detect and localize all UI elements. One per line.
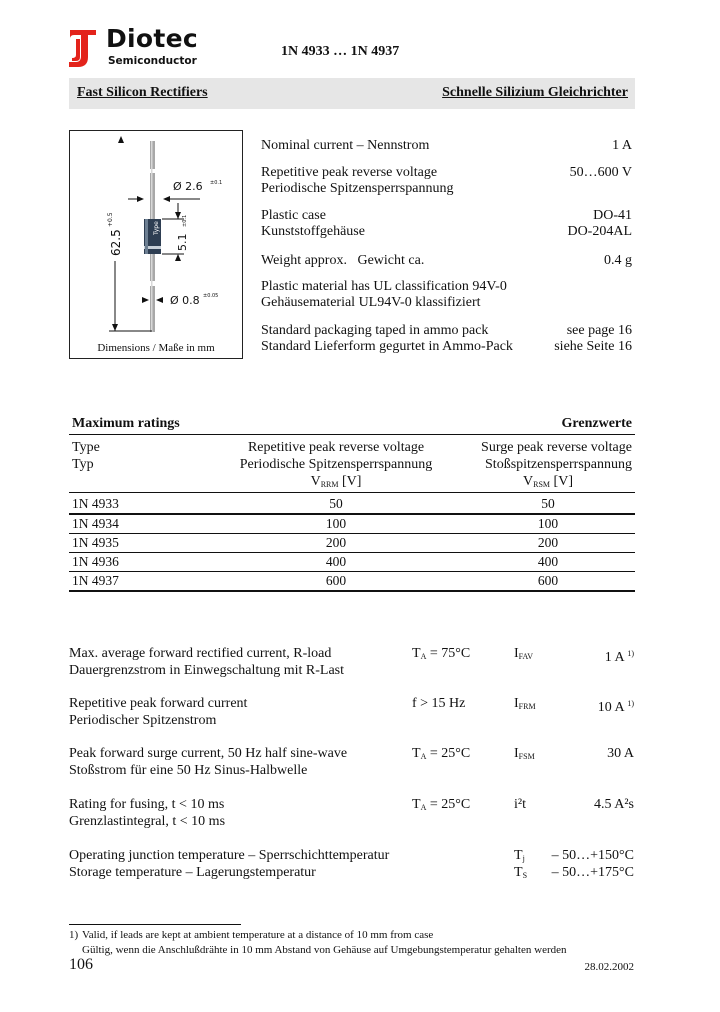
- ratings-title: Maximum ratings: [72, 416, 180, 431]
- spec-value: DO-41: [593, 208, 632, 223]
- cell-vrsm: 400: [537, 554, 559, 569]
- table-row: [0, 516, 720, 532]
- table-divider: [69, 513, 635, 515]
- logo-wordmark: Diotec: [106, 24, 199, 53]
- cell-vrsm: 200: [537, 535, 559, 550]
- param-label-de: Periodischer Spitzenstrom: [69, 713, 217, 728]
- cell-type: 1N 4934: [72, 516, 119, 531]
- spec-ul-classification: [0, 279, 720, 313]
- table-divider: [69, 590, 635, 592]
- param-average-current: [0, 645, 720, 681]
- temp-label: Operating junction temperature – Sperrschichttemperatur: [69, 848, 390, 863]
- col-type-en: Type: [72, 440, 100, 455]
- param-label: Rating for fusing, t < 10 ms: [69, 797, 225, 812]
- param-symbol: $I_{FAV}$: [514, 646, 534, 661]
- param-label: Repetitive peak forward current: [69, 696, 248, 711]
- ratings-table-header: [0, 439, 720, 489]
- svg-text:5.1: 5.1: [176, 233, 189, 251]
- svg-text:±0.05: ±0.05: [203, 293, 219, 299]
- svg-text:±0.1: ±0.1: [210, 180, 223, 186]
- temp-symbol: $T_S$: [514, 865, 528, 880]
- cell-type: 1N 4937: [72, 573, 119, 588]
- col-vrsm-en: Surge peak reverse voltage: [481, 440, 632, 455]
- col-vrrm-symbol: $V_{RRM}$ [V]: [310, 474, 362, 489]
- cell-vrrm: 400: [325, 554, 347, 569]
- table-divider: [69, 492, 635, 493]
- temp-value: – 50…+150°C: [551, 848, 634, 863]
- col-vrrm-en: Repetitive peak reverse voltage: [247, 440, 425, 455]
- param-value: 10 A $^{1)}$: [597, 699, 634, 715]
- param-label-de: Dauergrenzstrom in Einwegschaltung mit R-Last: [69, 663, 345, 678]
- spec-value: 1 A: [612, 138, 632, 153]
- param-repetitive-current: [0, 695, 720, 731]
- spec-value-de: siehe Seite 16: [554, 339, 632, 354]
- svg-text:62.5: 62.5: [109, 229, 123, 256]
- table-row: [0, 554, 720, 570]
- table-row: [0, 496, 720, 512]
- param-condition: $T_A = 25^\circ C$: [412, 797, 471, 812]
- table-divider: [69, 533, 635, 534]
- footnote: [69, 928, 669, 958]
- param-symbol: i²t: [514, 797, 526, 812]
- param-surge-current: [0, 745, 720, 781]
- temp-label: Storage temperature – Lagerungstemperatur: [69, 865, 316, 880]
- spec-label: Nominal current – Nennstrom: [261, 138, 430, 153]
- spec-case: [0, 208, 720, 242]
- param-condition: $T_A = 75^\circ C$: [412, 646, 471, 661]
- param-value: 1 A $^{1)}$: [604, 649, 634, 665]
- temp-value: – 50…+175°C: [551, 865, 634, 880]
- param-symbol: $I_{FSM}$: [514, 746, 535, 761]
- cell-type: 1N 4933: [72, 496, 119, 511]
- cell-vrsm: 600: [537, 573, 559, 588]
- param-fusing-rating: [0, 796, 720, 832]
- document-title: 1N 4933 … 1N 4937: [281, 44, 400, 59]
- footnote-mark: 1): [69, 929, 79, 941]
- svg-text:Type: Type: [153, 221, 160, 235]
- param-label: Peak forward surge current, 50 Hz half sine-wave: [69, 746, 348, 761]
- spec-label-de: Periodische Spitzensperrspannung: [261, 181, 454, 196]
- footnote-text-de: Gültig, wenn die Anschlußdrähte in 10 mm Abstand von Gehäuse auf Umgebungstemperatur gehalten werden: [82, 944, 567, 956]
- svg-text:±0.1: ±0.1: [182, 214, 188, 227]
- document-date: 28.02.2002: [584, 961, 634, 973]
- col-vrsm-de: Stoßspitzensperrspannung: [485, 457, 632, 472]
- spec-label: Repetitive peak reverse voltage: [261, 165, 438, 180]
- param-condition: f > 15 Hz: [412, 696, 466, 711]
- spec-label: Plastic case: [261, 208, 326, 223]
- logo-subtitle: Semiconductor: [108, 55, 197, 67]
- spec-packaging: [0, 323, 720, 357]
- col-vrsm-symbol: $V_{RSM}$ [V]: [523, 474, 573, 489]
- diotec-logo-icon: [66, 27, 100, 69]
- title-english: Fast Silicon Rectifiers: [77, 85, 208, 100]
- spec-label: Standard packaging taped in ammo pack: [261, 323, 489, 338]
- page-number: 106: [69, 956, 93, 973]
- param-symbol: $I_{FRM}$: [514, 696, 536, 711]
- svg-text:Ø 0.8: Ø 0.8: [170, 294, 200, 307]
- footnote-text-en: Valid, if leads are kept at ambient temperature at a distance of 10 mm from case: [82, 929, 434, 941]
- table-row: [0, 535, 720, 551]
- param-label: Max. average forward rectified current, R-load: [69, 646, 332, 661]
- param-label-de: Stoßstrom für eine 50 Hz Sinus-Halbwelle: [69, 763, 308, 778]
- ratings-title-de: Grenzwerte: [561, 416, 632, 431]
- param-label-de: Grenzlastintegral, t < 10 ms: [69, 814, 226, 829]
- footnote-divider: [69, 924, 241, 925]
- spec-value-de: DO-204AL: [567, 224, 632, 239]
- table-divider: [69, 571, 635, 572]
- param-value: 30 A: [607, 746, 634, 761]
- cell-vrsm: 100: [537, 516, 559, 531]
- cell-vrrm: 100: [325, 516, 347, 531]
- col-vrrm-de: Periodische Spitzensperrspannung: [239, 457, 433, 472]
- spec-label-de: Standard Lieferform gegurtet in Ammo-Pack: [261, 339, 513, 354]
- svg-text:Ø 2.6: Ø 2.6: [173, 180, 203, 193]
- cell-vrrm: 200: [325, 535, 347, 550]
- param-condition: $T_A = 25^\circ C$: [412, 746, 471, 761]
- param-value: 4.5 A²s: [594, 797, 634, 812]
- cell-type: 1N 4935: [72, 535, 119, 550]
- spec-value: 50…600 V: [569, 165, 632, 180]
- svg-text:+0.5: +0.5: [107, 212, 114, 227]
- spec-reverse-voltage: [0, 165, 720, 199]
- spec-label: Plastic material has UL classification 94V-0: [261, 279, 507, 294]
- temperature-ratings: [0, 847, 720, 883]
- col-type-de: Typ: [72, 457, 94, 472]
- spec-label-de: Kunststoffgehäuse: [261, 224, 365, 239]
- title-german: Schnelle Silizium Gleichrichter: [442, 85, 628, 100]
- table-row: [0, 573, 720, 589]
- title-bar: [69, 78, 635, 109]
- spec-label: Weight approx. Gewicht ca.: [261, 253, 425, 268]
- table-divider: [69, 552, 635, 553]
- company-logo: [66, 24, 199, 71]
- spec-value: see page 16: [566, 323, 632, 338]
- cell-type: 1N 4936: [72, 554, 119, 569]
- cell-vrrm: 600: [325, 573, 347, 588]
- temp-symbol: $T_j$: [514, 848, 525, 863]
- table-divider: [69, 434, 635, 435]
- drawing-caption: Dimensions / Maße in mm: [97, 342, 215, 354]
- spec-label-de: Gehäusematerial UL94V-0 klassifiziert: [261, 295, 481, 310]
- cell-vrrm: 50: [329, 496, 343, 511]
- cell-vrsm: 50: [541, 496, 555, 511]
- spec-value: 0.4 g: [604, 253, 632, 268]
